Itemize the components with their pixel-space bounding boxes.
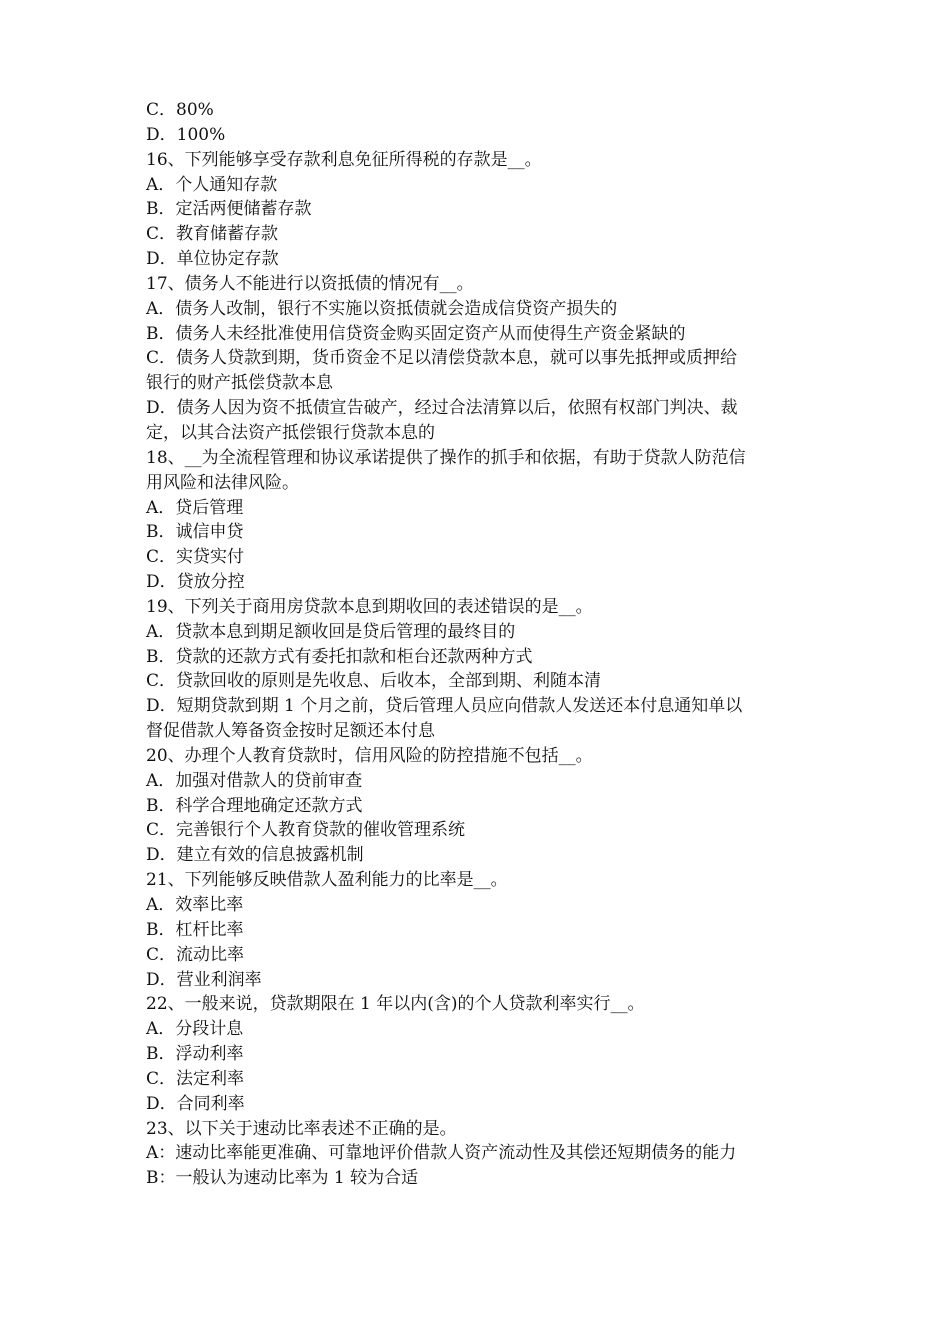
option-line: B．杠杆比率 [146, 919, 244, 940]
option-line: D．100% [146, 124, 226, 145]
option-line: D．营业利润率 [146, 969, 262, 990]
option-line: C．实贷实付 [146, 547, 245, 568]
option-line: C．完善银行个人教育贷款的催收管理系统 [146, 820, 466, 841]
question-line: 21、下列能够反映借款人盈利能力的比率是__。 [146, 870, 508, 891]
option-line: A．贷款本息到期足额收回是贷后管理的最终目的 [146, 621, 516, 642]
question-line: 16、下列能够享受存款利息免征所得税的存款是__。 [146, 149, 542, 170]
option-line: C．80% [146, 100, 214, 120]
option-line: C．流动比率 [146, 944, 245, 965]
option-line: A．贷后管理 [146, 497, 244, 518]
option-line: A．效率比率 [146, 895, 244, 915]
option-line: C．债务人贷款到期，货币资金不足以清偿贷款本息，就可以事先抵押或质押给 [146, 348, 738, 369]
option-line: D．建立有效的信息披露机制 [146, 845, 364, 866]
option-line: B．浮动利率 [146, 1044, 244, 1065]
option-line: C．教育储蓄存款 [146, 224, 279, 245]
option-line: B．债务人未经批准使用信贷资金购买固定资产从而使得生产资金紧缺的 [146, 323, 686, 344]
option-line: C．法定利率 [146, 1068, 245, 1089]
option-line: A．分段计息 [146, 1019, 244, 1040]
option-line: B．科学合理地确定还款方式 [146, 795, 363, 816]
option-line: D．短期贷款到期 1 个月之前，贷后管理人员应向借款人发送还本付息通知单以 [146, 696, 743, 717]
question-line: 20、办理个人教育贷款时，信用风险的防控措施不包括__。 [146, 745, 593, 766]
option-line: A：速动比率能更准确、可靠地评价借款人资产流动性及其偿还短期债务的能力 [146, 1143, 737, 1164]
option-line: D．贷放分控 [146, 572, 245, 593]
option-line: A．债务人改制，银行不实施以资抵债就会造成信贷资产损失的 [146, 298, 618, 319]
option-line: B．诚信申贷 [146, 522, 244, 543]
option-line: C．贷款回收的原则是先收息、后收本，全部到期、利随本清 [146, 671, 602, 692]
question-line: 18、__为全流程管理和协议承诺提供了操作的抓手和依据，有助于贷款人防范信 [146, 447, 746, 468]
option-line: A．加强对借款人的贷前审查 [146, 770, 363, 791]
document-body [146, 98, 816, 1191]
option-line: D．债务人因为资不抵债宣告破产，经过合法清算以后，依照有权部门判决、裁 [146, 398, 738, 419]
option-line: D．合同利率 [146, 1093, 245, 1114]
option-line: D．单位协定存款 [146, 249, 279, 270]
question-line: 17、债务人不能进行以资抵债的情况有__。 [146, 273, 474, 294]
option-line-continued: 银行的财产抵偿贷款本息 [146, 373, 333, 394]
option-line: A．个人通知存款 [146, 174, 278, 195]
question-line: 22、一般来说，贷款期限在 1 年以内(含)的个人贷款利率实行__。 [146, 994, 645, 1015]
option-line-continued: 定，以其合法资产抵偿银行贷款本息的 [146, 422, 435, 443]
question-line: 19、下列关于商用房贷款本息到期收回的表述错误的是__。 [146, 596, 593, 617]
question-line: 23、以下关于速动比率表述不正确的是。 [146, 1118, 457, 1139]
question-line-continued: 用风险和法律风险。 [146, 472, 299, 493]
option-line: B．贷款的还款方式有委托扣款和柜台还款两种方式 [146, 646, 533, 667]
option-line: B：一般认为速动比率为 1 较为合适 [146, 1168, 419, 1189]
option-line-continued: 督促借款人筹备资金按时足额还本付息 [146, 721, 435, 742]
option-line: B．定活两便储蓄存款 [146, 199, 312, 220]
